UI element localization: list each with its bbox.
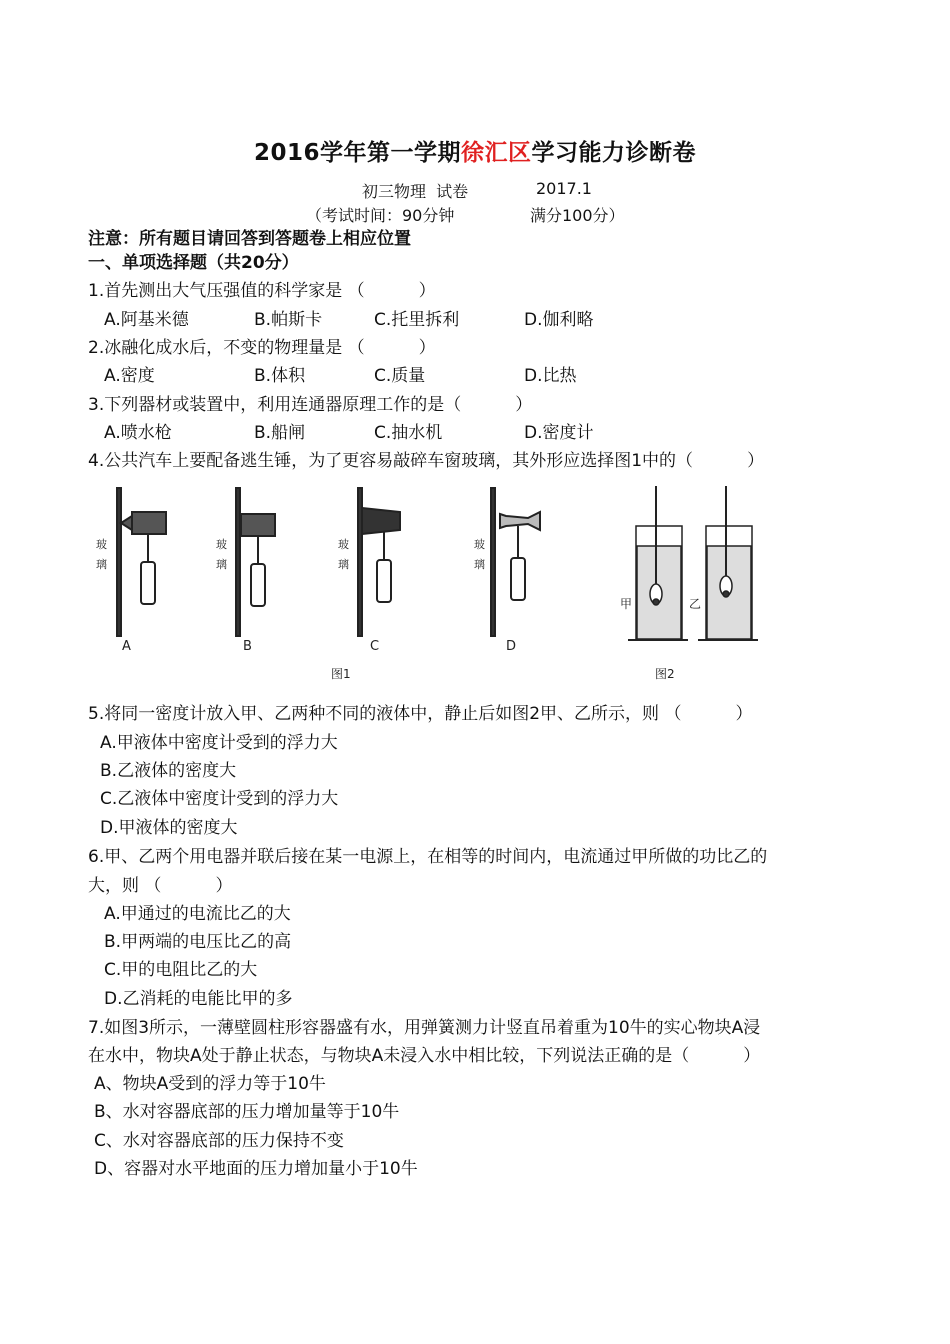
svg-text:玻: 玻 — [338, 538, 349, 551]
svg-text:璃: 璃 — [96, 558, 107, 571]
notice: 注意：所有题目请回答到答题卷上相应位置 — [88, 229, 411, 249]
label-d: D — [506, 639, 517, 654]
question-7-cont: 在水中，物块A处于静止状态，与物块A未浸入水中相比较，下列说法正确的是（ ） — [88, 1046, 761, 1066]
q7-option-d: D、容器对水平地面的压力增加量小于10牛 — [94, 1159, 418, 1179]
hammer-d — [474, 488, 540, 654]
question-1: 1.首先测出大气压强值的科学家是 （ ） — [88, 281, 436, 301]
label-yi: 乙 — [689, 597, 702, 611]
q1-option-b: B.帕斯卡 — [254, 310, 323, 330]
label-b: B — [243, 639, 252, 654]
hammer-b — [216, 488, 275, 654]
question-6-cont: 大，则 （ ） — [88, 876, 233, 896]
section-heading: 一、单项选择题（共20分） — [88, 253, 299, 273]
q3-option-a: A.喷水枪 — [104, 423, 172, 443]
q2-option-a: A.密度 — [104, 366, 155, 386]
q5-option-c: C.乙液体中密度计受到的浮力大 — [100, 789, 339, 809]
question-6: 6.甲、乙两个用电器并联后接在某一电源上，在相等的时间内，电流通过甲所做的功比乙的 — [88, 847, 768, 867]
q5-option-d: D.甲液体的密度大 — [100, 818, 238, 838]
q7-option-b: B、水对容器底部的压力增加量等于10牛 — [94, 1102, 400, 1122]
q2-option-c: C.质量 — [374, 366, 426, 386]
q6-option-b: B.甲两端的电压比乙的高 — [104, 932, 292, 952]
svg-text:璃: 璃 — [338, 558, 349, 571]
beaker-yi — [689, 486, 758, 640]
q2-option-d: D.比热 — [524, 366, 577, 386]
q6-option-c: C.甲的电阻比乙的大 — [104, 960, 258, 980]
q1-option-d: D.伽利略 — [524, 310, 594, 330]
exam-time: （考试时间：90分钟 — [306, 206, 455, 225]
q2-option-b: B.体积 — [254, 366, 306, 386]
question-3: 3.下列器材或装置中，利用连通器原理工作的是（ ） — [88, 395, 533, 415]
full-score: 满分100分） — [530, 206, 625, 225]
question-4: 4.公共汽车上要配备逃生锤，为了更容易敲碎车窗玻璃，其外形应选择图1中的（ ） — [88, 451, 765, 471]
title-part: 学习能力诊断卷 — [531, 140, 696, 166]
beaker-jia — [620, 486, 688, 640]
q3-option-d: D.密度计 — [524, 423, 594, 443]
question-5: 5.将同一密度计放入甲、乙两种不同的液体中，静止后如图2甲、乙所示，则 （ ） — [88, 704, 753, 724]
q7-option-a: A、物块A受到的浮力等于10牛 — [94, 1074, 326, 1094]
figure-1-2 — [88, 482, 858, 692]
label-a: A — [122, 639, 131, 654]
q3-option-b: B.船闸 — [254, 423, 306, 443]
page-title — [0, 134, 950, 167]
svg-text:玻: 玻 — [474, 538, 485, 551]
svg-text:璃: 璃 — [216, 558, 227, 571]
q1-option-c: C.托里拆利 — [374, 310, 460, 330]
title-part: 2016学年第一学期 — [253, 140, 461, 166]
q5-option-a: A.甲液体中密度计受到的浮力大 — [100, 733, 338, 753]
figure-1-caption: 图1 — [331, 667, 351, 681]
title-district: 徐汇区 — [461, 140, 532, 166]
q3-option-c: C.抽水机 — [374, 423, 443, 443]
label-c: C — [370, 639, 380, 654]
q6-option-a: A.甲通过的电流比乙的大 — [104, 904, 291, 924]
svg-text:璃: 璃 — [474, 558, 485, 571]
svg-text:玻: 玻 — [216, 538, 227, 551]
hammer-c — [338, 488, 400, 654]
figure-2-caption: 图2 — [655, 667, 675, 681]
question-7: 7.如图3所示，一薄壁圆柱形容器盛有水，用弹簧测力计竖直吊着重为10牛的实心物块A浸 — [88, 1018, 761, 1038]
question-2: 2.冰融化成水后，不变的物理量是 （ ） — [88, 338, 436, 358]
q5-option-b: B.乙液体的密度大 — [100, 761, 237, 781]
subject-label: 初三物理 试卷 — [362, 182, 469, 201]
hammer-a — [96, 488, 166, 654]
q1-option-a: A.阿基米德 — [104, 310, 189, 330]
glass-label-a: 玻 — [96, 538, 107, 551]
exam-date: 2017.1 — [536, 179, 592, 198]
label-jia: 甲 — [620, 597, 633, 611]
q6-option-d: D.乙消耗的电能比甲的多 — [104, 989, 293, 1009]
q7-option-c: C、水对容器底部的压力保持不变 — [94, 1131, 344, 1151]
